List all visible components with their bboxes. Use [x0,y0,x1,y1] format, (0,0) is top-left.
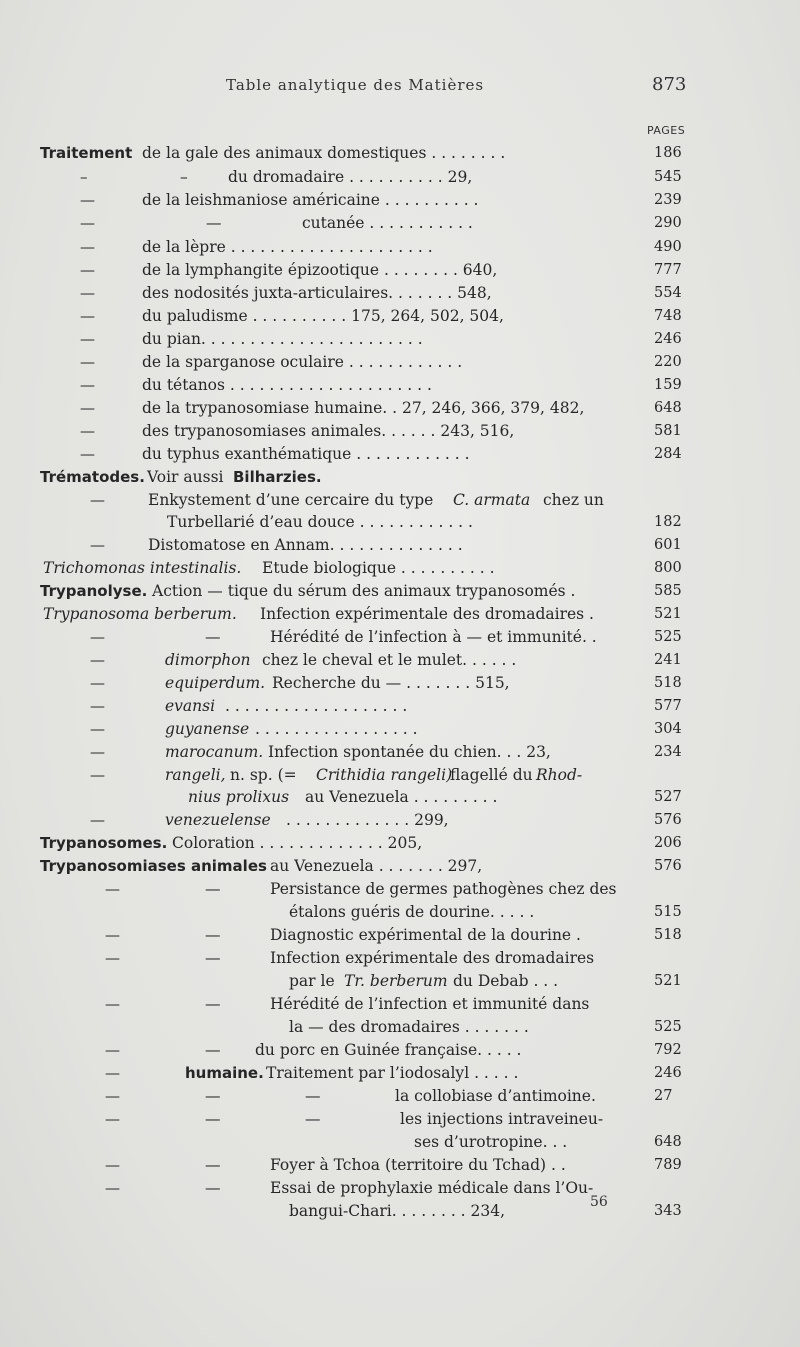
entry-text: Distomatose en Annam. . . . . . . . . . . . . . [148,536,463,554]
entry-text: Turbellarié d’eau douce . . . . . . . . . . . . [167,513,473,531]
entry-text: – [180,168,188,186]
index-entry [0,1154,800,1176]
index-entry [0,142,800,164]
entry-italic-term: Tr. berberum [344,972,448,990]
entry-text: . . . . . . . . . . . . . . . . . . . [225,697,408,715]
index-entry [0,489,800,511]
entry-text: de la lymphangite épizootique . . . . . . . . 640, [142,261,498,279]
index-entry [0,189,800,211]
entry-italic-term: equiperdum. [165,674,266,692]
page-header [0,72,800,102]
entry-page-ref: 521 [654,973,682,989]
entry-heading: Trypanosomiases animales [40,857,267,875]
entry-text: — [90,743,105,761]
running-title: Table analytique des Matières [226,76,485,94]
entry-text: — [205,628,221,646]
entry-text: — [205,1156,221,1174]
entry-page-ref: 585 [654,583,682,599]
index-entry [0,305,800,327]
entry-text: Infection expérimentale des dromadaires . [260,605,594,623]
entry-text: de la leishmaniose américaine . . . . . . . . . . [142,191,479,209]
entry-page-ref: 490 [654,239,682,255]
entry-text: Recherche du — . . . . . . . 515, [272,674,510,692]
entry-page-ref: 577 [654,698,682,714]
entry-text: du typhus exanthématique . . . . . . . . . . . . [142,445,470,463]
entry-text: — [90,491,105,509]
index-entry [0,603,800,625]
entry-text: Infection expérimentale des dromadaires [270,949,595,967]
entry-text: chez un [543,491,604,509]
entry-text: — [205,1087,221,1105]
entry-page-ref: 748 [654,308,682,324]
index-entry [0,1085,800,1107]
entry-text: — [80,307,95,325]
index-entry [0,626,800,648]
entry-text: les injections intraveineu- [400,1110,604,1128]
entry-text: Diagnostic expérimental de la dourine . [270,926,581,944]
index-entry [0,1062,800,1084]
entry-page-ref: 792 [654,1042,682,1058]
entry-text: — [105,949,120,967]
entry-text: cutanée . . . . . . . . . . . [302,214,473,232]
entry-italic-term: Rhod- [536,766,583,784]
entry-text: bangui-Chari. . . . . . . . 234, [289,1202,506,1220]
entry-text: — [90,811,105,829]
entry-text: — [80,214,95,232]
index-entry [0,672,800,694]
entry-page-ref: 789 [654,1157,682,1173]
entry-italic-term: nius prolixus [188,788,290,806]
entry-text: la collobiase d’antimoine. [395,1087,596,1105]
entry-text: — [90,674,105,692]
entry-text: de la trypanosomiase humaine. . 27, 246, 366, 379, 482, [142,399,585,417]
entry-text: — [80,238,95,256]
entry-italic-term: Trypanosoma berberum. [43,605,237,623]
entry-text: flagellé du [450,766,533,784]
entry-text: — [205,949,221,967]
index-entry [0,1200,800,1222]
entry-text: du paludisme . . . . . . . . . . 175, 264, 502, 504, [142,307,504,325]
entry-text: — [80,261,95,279]
entry-text: . . . . . . . . . . . . . . . . . [255,720,418,738]
entry-text: du pian. . . . . . . . . . . . . . . . . . . . . . . [142,330,423,348]
entry-italic-term: Crithidia rangeli) [316,766,453,784]
index-entry [0,397,800,419]
entry-text: — [80,445,95,463]
entry-text: ses d’urotropine. . . [414,1133,568,1151]
entry-heading: Traitement [40,144,133,162]
entry-text: — [80,284,95,302]
entry-page-ref: 27 [654,1088,673,1104]
entry-text: — [105,1110,120,1128]
entry-text: — [205,1179,221,1197]
index-entry [0,764,800,786]
entry-page-ref: 576 [654,858,682,874]
entry-text: Traitement par l’iodosalyl . . . . . [266,1064,519,1082]
index-entry [0,1108,800,1130]
entry-page-ref: 525 [654,629,682,645]
entry-text: la — des dromadaires . . . . . . . [289,1018,529,1036]
entry-text: — [105,880,120,898]
entry-italic-term: rangeli, [165,766,226,784]
entry-page-ref: 576 [654,812,682,828]
entry-text: étalons guéris de dourine. . . . . [289,903,535,921]
entry-page-ref: 234 [654,744,682,760]
entry-text: — [305,1110,321,1128]
entry-text: — [80,422,95,440]
entry-text: chez le cheval et le mulet. . . . . . [262,651,517,669]
entry-italic-term: C. armata [453,491,531,509]
entry-page-ref: 518 [654,675,682,691]
entry-text: — [105,1064,120,1082]
entry-page-ref: 515 [654,904,682,920]
entry-italic-term: guyanense [165,720,250,738]
index-entry [0,855,800,877]
entry-page-ref: 581 [654,423,682,439]
entry-page-ref: 284 [654,446,682,462]
index-entry [0,259,800,281]
index-entry [0,466,800,488]
index-entry [0,1131,800,1153]
entry-text: — [90,651,105,669]
entry-text: au Venezuela . . . . . . . . . [305,788,498,806]
entry-text: . . . . . . . . . . . . . 299, [286,811,449,829]
entry-text: — [205,880,221,898]
index-entry [0,511,800,533]
entry-page-ref: 239 [654,192,682,208]
entry-text: Persistance de germes pathogènes chez des [270,880,617,898]
entry-text: — [90,628,105,646]
entry-text: Hérédité de l’infection et immunité dans [270,995,590,1013]
index-entry [0,1177,800,1199]
index-entry [0,809,800,831]
entry-text: Hérédité de l’infection à — et immunité. . [270,628,597,646]
index-entry [0,580,800,602]
index-entry [0,328,800,350]
index-entry [0,351,800,373]
entry-heading: Bilharzies. [233,468,322,486]
entry-text: – [80,168,88,186]
entry-heading: Trypanosomes. [40,834,168,852]
entry-text: au Venezuela . . . . . . . 297, [270,857,483,875]
entry-text: Foyer à Tchoa (territoire du Tchad) . . [270,1156,566,1174]
entry-text: Essai de prophylaxie médicale dans l’Ou- [270,1179,594,1197]
entry-page-ref: 525 [654,1019,682,1035]
entry-text: — [205,995,221,1013]
entry-text: — [80,191,95,209]
entry-page-ref: 220 [654,354,682,370]
entry-text: — [205,1110,221,1128]
index-entry [0,420,800,442]
entry-text: — [80,376,95,394]
entry-text: de la lèpre . . . . . . . . . . . . . . . . . . . . . [142,238,433,256]
entry-page-ref: 601 [654,537,682,553]
entry-text: des nodosités juxta-articulaires. . . . . . . 548, [142,284,492,302]
entry-text: des trypanosomiases animales. . . . . . 243, 516, [142,422,515,440]
entry-page-ref: 648 [654,400,682,416]
entry-text: — [90,536,105,554]
entry-text: Coloration . . . . . . . . . . . . . 205, [172,834,423,852]
entry-text: — [105,1087,120,1105]
index-entry [0,718,800,740]
entry-page-ref: 159 [654,377,682,393]
entry-text: — [105,1179,120,1197]
entry-page-ref: 182 [654,514,682,530]
entry-text: — [80,353,95,371]
page-number: 873 [652,74,687,95]
index-entry [0,374,800,396]
entry-italic-term: dimorphon [165,651,251,669]
entry-page-ref: 246 [654,1065,682,1081]
index-entry [0,236,800,258]
entry-text: du tétanos . . . . . . . . . . . . . . . . . . . . . [142,376,432,394]
index-entry [0,557,800,579]
index-entry [0,993,800,1015]
index-entry [0,695,800,717]
entry-page-ref: 648 [654,1134,682,1150]
index-entry [0,534,800,556]
index-entry [0,212,800,234]
entry-text: de la gale des animaux domestiques . . . . . . . . [142,144,506,162]
signature-mark: 56 [590,1194,608,1210]
entry-text: — [80,330,95,348]
entry-page-ref: 545 [654,169,682,185]
entry-text: du porc en Guinée française. . . . . [255,1041,522,1059]
entry-heading: Trématodes. [40,468,145,486]
entry-italic-term: Trichomonas intestinalis. [43,559,242,577]
index-entry [0,741,800,763]
index-entry [0,970,800,992]
entry-text: du dromadaire . . . . . . . . . . 29, [228,168,473,186]
entry-page-ref: 800 [654,560,682,576]
index-entry [0,166,800,188]
index-entry [0,282,800,304]
index-entry [0,947,800,969]
entry-page-ref: 241 [654,652,682,668]
entry-page-ref: 554 [654,285,682,301]
entry-page-ref: 304 [654,721,682,737]
entry-text: — [105,926,120,944]
entry-text: — [90,766,105,784]
index-entry [0,924,800,946]
entry-page-ref: 777 [654,262,682,278]
entry-text: Action — tique du sérum des animaux trypanosomés . [152,582,576,600]
entry-page-ref: 206 [654,835,682,851]
entry-text: Enkystement d’une cercaire du type [148,491,434,509]
entry-text: — [90,697,105,715]
entry-text: — [105,995,120,1013]
entry-page-ref: 521 [654,606,682,622]
entry-text: — [90,720,105,738]
entry-italic-term: evansi [165,697,216,715]
pages-column-label: PAGES [647,124,686,137]
index-entry [0,649,800,671]
entry-text: — [206,214,222,232]
entry-page-ref: 343 [654,1203,682,1219]
index-entry [0,1039,800,1061]
entry-text: du Debab . . . [453,972,559,990]
entry-page-ref: 290 [654,215,682,231]
index-entry [0,443,800,465]
entry-italic-term: marocanum. [165,743,264,761]
index-entry [0,832,800,854]
entry-page-ref: 186 [654,145,682,161]
entry-text: Infection spontanée du chien. . . 23, [268,743,551,761]
entry-text: — [80,399,95,417]
entry-italic-term: venezuelense [165,811,271,829]
entry-page-ref: 518 [654,927,682,943]
entry-text: — [105,1041,120,1059]
entry-heading: humaine. [185,1064,264,1082]
entry-text: — [105,1156,120,1174]
entry-text: — [305,1087,321,1105]
entry-page-ref: 527 [654,789,682,805]
index-entry [0,1016,800,1038]
entry-text: n. sp. (= [230,766,297,784]
index-entry [0,786,800,808]
entry-text: de la sparganose oculaire . . . . . . . . . . . . [142,353,463,371]
entry-page-ref: 246 [654,331,682,347]
entry-heading: Trypanolyse. [40,582,148,600]
index-entry [0,901,800,923]
entry-text: Etude biologique . . . . . . . . . . [262,559,495,577]
index-entry [0,878,800,900]
entry-text: — [205,926,221,944]
entry-text: par le [289,972,335,990]
entry-text: Voir aussi [147,468,224,486]
entry-text: — [205,1041,221,1059]
